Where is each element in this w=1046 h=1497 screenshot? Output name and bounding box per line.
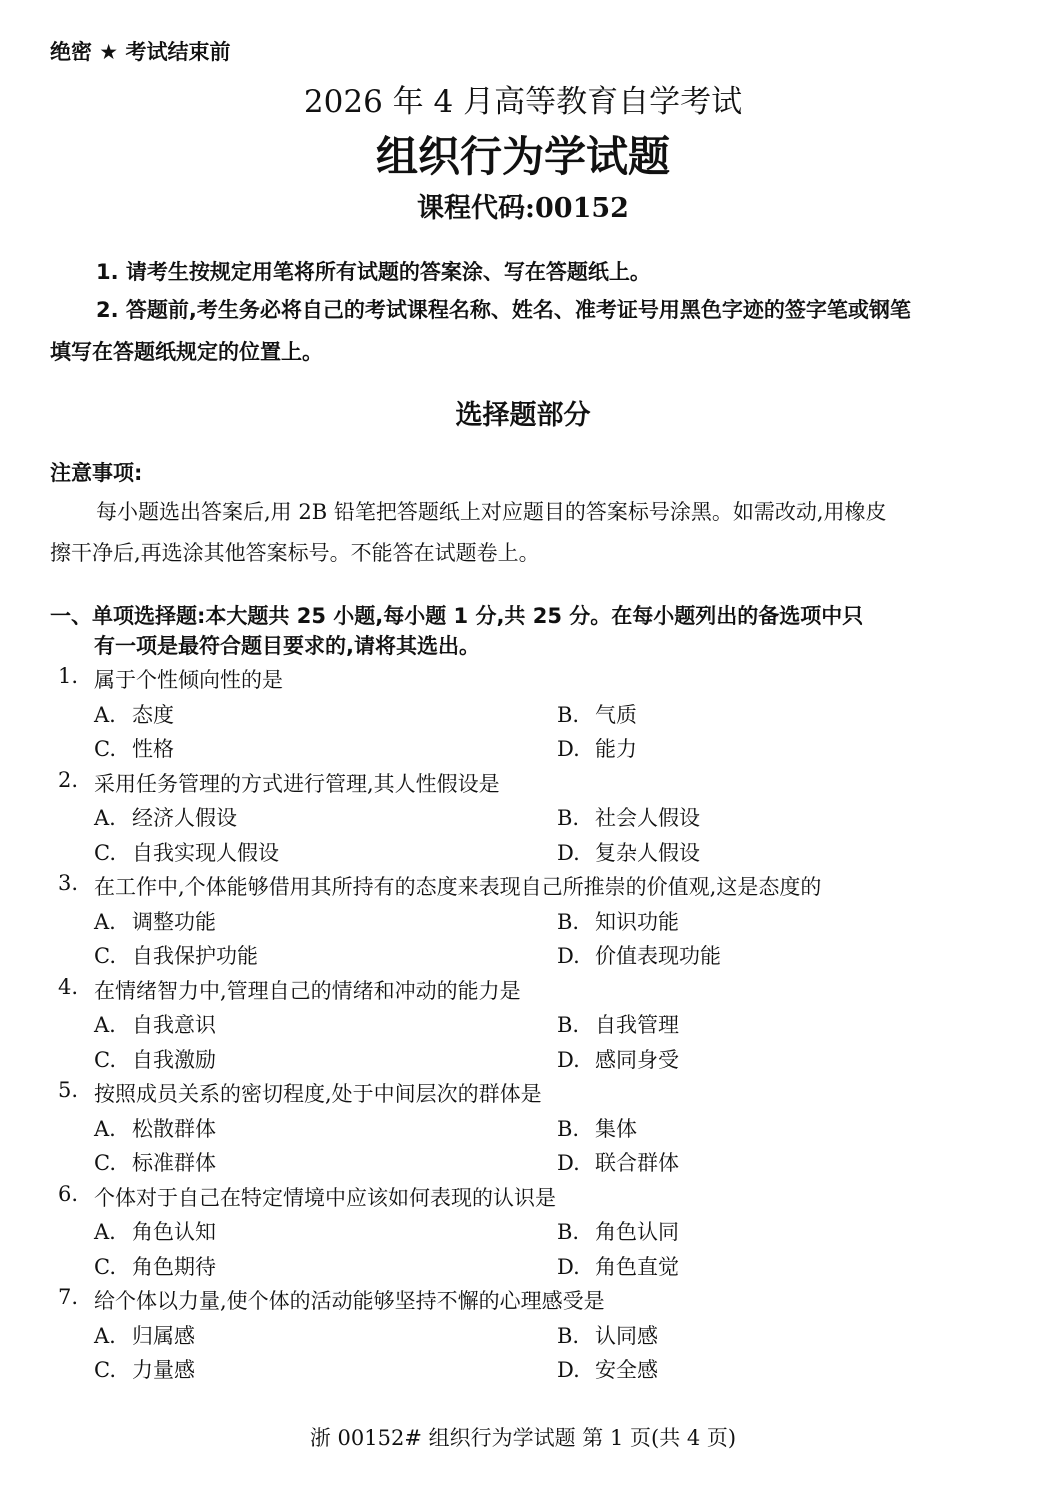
option-letter: D.: [557, 1254, 580, 1279]
question-stem: 在工作中,个体能够借用其所持有的态度来表现自己所推崇的价值观,这是态度的: [94, 875, 822, 899]
part-heading-line-1: 一、单项选择题:本大题共 25 小题,每小题 1 分,共 25 分。在每小题列出的备选项中只: [50, 604, 864, 628]
option-letter: B.: [557, 1013, 580, 1037]
option-letter: C.: [94, 1047, 116, 1072]
option-text: 集体: [595, 1116, 637, 1141]
option-c: [94, 1044, 216, 1074]
section-title: 选择题部分: [455, 400, 591, 431]
option-text: 角色认同: [595, 1220, 679, 1244]
confidential-label: 绝密 ★ 考试结束前: [50, 40, 231, 64]
question-stem: 属于个性倾向性的是: [94, 668, 283, 692]
option-b: [557, 1009, 679, 1039]
option-letter: C.: [94, 1254, 116, 1279]
notice-line-1: 每小题选出答案后,用 2B 铅笔把答题纸上对应题目的答案标号涂黑。如需改动,用橡皮: [96, 500, 887, 524]
option-text: 气质: [595, 702, 637, 727]
option-text: 角色认知: [132, 1220, 216, 1244]
option-text: 角色期待: [132, 1254, 216, 1279]
option-text: 标准群体: [132, 1151, 216, 1175]
option-letter: C.: [94, 737, 116, 761]
option-c: [94, 940, 258, 970]
option-d: [557, 733, 637, 763]
option-letter: B.: [557, 1220, 580, 1244]
option-letter: D.: [557, 1047, 580, 1072]
instruction-1: 1. 请考生按规定用笔将所有试题的答案涂、写在答题纸上。: [96, 260, 651, 284]
option-d: [557, 1251, 679, 1281]
option-text: 力量感: [132, 1358, 195, 1382]
option-a: [94, 1113, 216, 1143]
option-c: [94, 733, 174, 763]
option-b: [557, 1216, 679, 1246]
option-letter: D.: [557, 840, 580, 865]
option-text: 安全感: [595, 1358, 658, 1382]
option-letter: D.: [557, 1151, 580, 1175]
option-text: 归属感: [132, 1323, 195, 1348]
option-a: [94, 1009, 216, 1039]
question-number: 1.: [58, 664, 79, 688]
question-stem: 按照成员关系的密切程度,处于中间层次的群体是: [94, 1082, 542, 1106]
option-c: [94, 1354, 195, 1384]
question-stem: 采用任务管理的方式进行管理,其人性假设是: [94, 771, 500, 796]
option-b: [557, 906, 679, 936]
option-text: 能力: [595, 737, 637, 761]
option-c: [94, 1251, 216, 1281]
question-stem: 给个体以力量,使个体的活动能够坚持不懈的心理感受是: [94, 1289, 605, 1313]
option-letter: A.: [94, 1013, 116, 1037]
option-text: 调整功能: [132, 909, 216, 934]
option-letter: A.: [94, 1220, 116, 1244]
option-text: 复杂人假设: [595, 840, 700, 865]
option-text: 社会人假设: [595, 806, 700, 830]
question-number: 7.: [58, 1285, 79, 1309]
option-b: [557, 802, 700, 832]
option-text: 感同身受: [595, 1047, 679, 1072]
option-c: [94, 1147, 216, 1177]
instruction-2-line-2: 填写在答题纸规定的位置上。: [50, 340, 323, 364]
option-letter: C.: [94, 1151, 116, 1175]
exam-title: 2026 年 4 月高等教育自学考试: [303, 84, 743, 120]
question-number: 5.: [58, 1078, 79, 1102]
option-a: [94, 699, 174, 729]
option-letter: C.: [94, 840, 116, 865]
option-letter: A.: [94, 702, 116, 727]
option-d: [557, 940, 721, 970]
option-letter: C.: [94, 1358, 116, 1382]
notice-line-2: 擦干净后,再选涂其他答案标号。不能答在试题卷上。: [50, 541, 540, 565]
option-a: [94, 906, 216, 936]
option-text: 自我保护功能: [132, 944, 258, 968]
option-text: 经济人假设: [132, 806, 237, 830]
option-a: [94, 802, 237, 832]
question-number: 4.: [58, 974, 79, 999]
page-footer: 浙 00152# 组织行为学试题 第 1 页(共 4 页): [309, 1426, 737, 1450]
option-a: [94, 1216, 216, 1246]
option-letter: A.: [94, 806, 116, 830]
option-text: 自我意识: [132, 1013, 216, 1037]
question-number: 6.: [58, 1181, 79, 1206]
option-letter: A.: [94, 1116, 116, 1141]
course-code: 课程代码:00152: [417, 193, 629, 224]
option-text: 自我管理: [595, 1013, 679, 1037]
option-d: [557, 837, 700, 867]
option-text: 认同感: [595, 1323, 658, 1348]
option-text: 自我实现人假设: [132, 840, 279, 865]
notice-label: 注意事项:: [50, 461, 143, 485]
option-letter: B.: [557, 806, 580, 830]
option-text: 价值表现功能: [595, 944, 721, 968]
option-b: [557, 1113, 637, 1143]
option-letter: A.: [94, 909, 116, 934]
option-letter: D.: [557, 1358, 580, 1382]
option-c: [94, 837, 279, 867]
option-text: 自我激励: [132, 1047, 216, 1072]
question-stem: 在情绪智力中,管理自己的情绪和冲动的能力是: [94, 978, 521, 1003]
option-text: 性格: [132, 737, 174, 761]
option-text: 联合群体: [595, 1151, 679, 1175]
option-letter: D.: [557, 737, 580, 761]
option-d: [557, 1354, 658, 1384]
option-letter: B.: [557, 702, 580, 727]
option-letter: D.: [557, 944, 580, 968]
option-text: 松散群体: [132, 1116, 216, 1141]
option-letter: C.: [94, 944, 116, 968]
question-number: 3.: [58, 871, 79, 895]
option-text: 态度: [132, 702, 174, 727]
option-text: 角色直觉: [595, 1254, 679, 1279]
question-stem: 个体对于自己在特定情境中应该如何表现的认识是: [94, 1185, 556, 1210]
subject-title: 组织行为学试题: [375, 132, 670, 181]
part-heading-line-2: 有一项是最符合题目要求的,请将其选出。: [94, 634, 480, 658]
option-b: [557, 1320, 658, 1350]
option-d: [557, 1147, 679, 1177]
option-letter: B.: [557, 909, 580, 934]
option-letter: B.: [557, 1116, 580, 1141]
option-letter: B.: [557, 1323, 580, 1348]
instruction-2-line-1: 2. 答题前,考生务必将自己的考试课程名称、姓名、准考证号用黑色字迹的签字笔或钢笔: [96, 298, 911, 322]
option-letter: A.: [94, 1323, 116, 1348]
question-number: 2.: [58, 767, 79, 792]
option-text: 知识功能: [595, 909, 679, 934]
option-a: [94, 1320, 195, 1350]
option-d: [557, 1044, 679, 1074]
option-b: [557, 699, 637, 729]
